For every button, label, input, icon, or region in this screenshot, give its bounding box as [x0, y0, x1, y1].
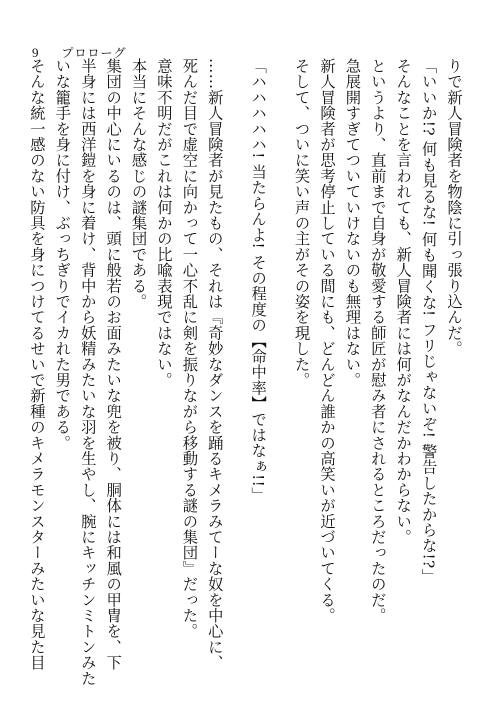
text-line: 集団の中心にいるのは、頭に般若のお面みたいな兜を被り、胴体には和風の甲冑を、下	[104, 58, 123, 671]
text-line: 死んだ目で虚空に向かって一心不乱に剣を振りながら移動する謎の集団』だった。	[180, 58, 199, 639]
vertical-body-text	[27, 58, 466, 686]
text-line: 半身には西洋鎧を身に着け、背中から妖精みたいな羽を生やし、腕にキッチンミトンみた	[78, 58, 97, 686]
text-line: 「いいか!? 何も見るな! 何も聞くな! フリじゃないぞ! 警告したからな!?」	[419, 58, 438, 585]
page-number: 9	[32, 45, 40, 60]
paragraph-gap	[270, 58, 288, 678]
text-line: 本当にそんな感じの謎集団である。	[129, 58, 148, 310]
text-line: りで新人冒険者を物陰に引っ張り込んだ。	[445, 58, 463, 357]
text-line: というより、直前まで自身が敬愛する師匠が慰み者にされるところだったのだ。	[368, 58, 387, 624]
text-line: そんなことを言われても、新人冒険者には何がなんだかわからない。	[394, 58, 413, 545]
text-line: いな籠手を身に付け、ぶっちぎりでイカれた男である。	[53, 58, 72, 451]
text-line: 新人冒険者が思考停止している間にも、どんどん誰かの高笑いが近づいてくる。	[317, 58, 336, 624]
text-line: 「ハハハハハ! 当たらんよ! その程度の【命中率】ではなぁ!!」	[249, 58, 268, 503]
text-line: 急展開すぎてついていけないのも無理はない。	[343, 58, 362, 388]
section-title: プロローグ	[61, 46, 127, 60]
paragraph-gap	[227, 58, 245, 678]
text-line: そんな統一感のない防具を身につけてるせいで新種のキメラモンスターみたいな見た目	[27, 58, 46, 671]
text-line: 意味不明だがこれは何かの比喩表現ではない。	[154, 58, 173, 388]
text-line: そして、ついに笑い声の主がその姿を現した。	[292, 58, 311, 388]
text-line: ……新人冒険者が見たもの、それは『奇妙なダンスを踊るキメラみてーな奴を中心に、	[205, 58, 224, 671]
